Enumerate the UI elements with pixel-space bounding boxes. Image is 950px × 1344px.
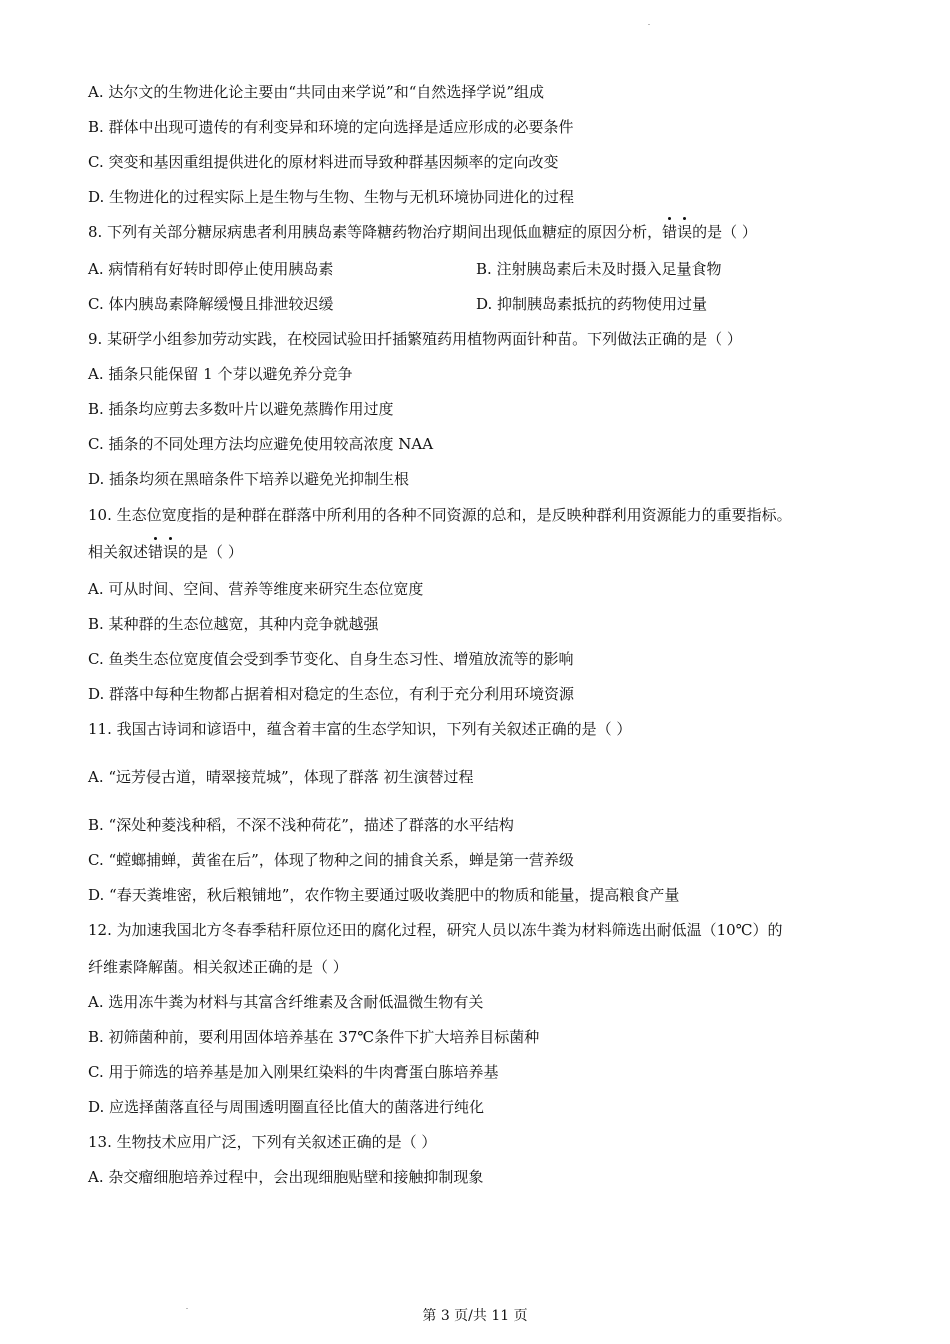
q11-option-c: C. “螳螂捕蝉，黄雀在后”，体现了物种之间的捕食关系，蝉是第一营养级 (88, 851, 574, 869)
q10-stem-tail: 的是（ ） (178, 543, 243, 561)
q10-stem-line1: 10. 生态位宽度指的是种群在群落中所利用的各种不同资源的总和，是反映种群利用资源能力的重要指标。 (88, 506, 792, 524)
q13-option-a: A. 杂交瘤细胞培养过程中，会出现细胞贴壁和接触抑制现象 (88, 1168, 484, 1186)
q9-option-c: C. 插条的不同处理方法均应避免使用较高浓度 NAA (88, 435, 434, 453)
q12-option-d: D. 应选择菌落直径与周围透明圈直径比值大的菌落进行纯化 (88, 1098, 485, 1116)
q10-option-c: C. 鱼类生态位宽度值会受到季节变化、自身生态习性、增殖放流等的影响 (88, 650, 574, 668)
q8-stem (88, 222, 757, 242)
q8-stem-text: 8. 下列有关部分糖尿病患者利用胰岛素等降糖药物治疗期间出现低血糖症的原因分析， (88, 223, 663, 241)
q8-emphasis-char: 误 (677, 223, 693, 241)
q12-option-b: B. 初筛菌种前，要利用固体培养基在 37℃条件下扩大培养目标菌种 (88, 1028, 540, 1046)
q8-stem-tail: 的是（ ） (692, 223, 757, 241)
q10-emphasis-char: 误 (163, 543, 179, 561)
page-number: 第 3 页/共 11 页 (422, 1308, 528, 1324)
q10-option-d: D. 群落中每种生物都占据着相对稳定的生态位，有利于充分利用环境资源 (88, 685, 575, 703)
q9-stem: 9. 某研学小组参加劳动实践，在校园试验田扦插繁殖药用植物两面针种苗。下列做法正确的是（ ） (88, 330, 742, 348)
q7-option-a: A. 达尔文的生物进化论主要由“共同由来学说”和“自然选择学说”组成 (88, 83, 545, 101)
scan-speck (648, 24, 650, 25)
q13-stem: 13. 生物技术应用广泛，下列有关叙述正确的是（ ） (88, 1133, 437, 1151)
q12-option-c: C. 用于筛选的培养基是加入刚果红染料的牛肉膏蛋白胨培养基 (88, 1063, 499, 1081)
q7-option-d: D. 生物进化的过程实际上是生物与生物、生物与无机环境协同进化的过程 (88, 188, 575, 206)
q9-option-d: D. 插条均须在黑暗条件下培养以避免光抑制生根 (88, 470, 410, 488)
q9-option-a: A. 插条只能保留 1 个芽以避免养分竞争 (88, 365, 353, 383)
q10-stem-line2 (88, 542, 243, 562)
q9-option-b: B. 插条均应剪去多数叶片以避免蒸腾作用过度 (88, 400, 394, 418)
q10-stem-text: 相关叙述 (88, 543, 149, 561)
q8-option-c: C. 体内胰岛素降解缓慢且排泄较迟缓 (88, 295, 334, 313)
q7-option-b: B. 群体中出现可遗传的有利变异和环境的定向选择是适应形成的必要条件 (88, 118, 574, 136)
q11-option-d: D. “春天粪堆密，秋后粮铺地”，农作物主要通过吸收粪肥中的物质和能量，提高粮食产量 (88, 886, 680, 904)
q11-stem: 11. 我国古诗词和谚语中，蕴含着丰富的生态学知识，下列有关叙述正确的是（ ） (88, 720, 632, 738)
q12-stem-line1: 12. 为加速我国北方冬春季秸秆原位还田的腐化过程，研究人员以冻牛粪为材料筛选出耐低温（10℃）的 (88, 921, 783, 939)
q12-option-a: A. 选用冻牛粪为材料与其富含纤维素及含耐低温微生物有关 (88, 993, 484, 1011)
q8-option-d: D. 抑制胰岛素抵抗的药物使用过量 (476, 295, 708, 313)
q8-emphasis-char: 错 (662, 223, 678, 241)
q8-option-a: A. 病情稍有好转时即停止使用胰岛素 (88, 260, 334, 278)
q8-option-b: B. 注射胰岛素后未及时摄入足量食物 (476, 260, 722, 278)
q10-option-a: A. 可从时间、空间、营养等维度来研究生态位宽度 (88, 580, 424, 598)
q12-stem-line2: 纤维素降解菌。相关叙述正确的是（ ） (88, 958, 348, 976)
q11-option-a: A. “远芳侵古道，晴翠接荒城”，体现了群落 初生演替过程 (88, 768, 474, 786)
q11-option-b: B. “深处种菱浅种稻，不深不浅种荷花”，描述了群落的水平结构 (88, 816, 514, 834)
q10-option-b: B. 某种群的生态位越宽，其种内竞争就越强 (88, 615, 379, 633)
q10-emphasis-char: 错 (148, 543, 164, 561)
q7-option-c: C. 突变和基因重组提供进化的原材料进而导致种群基因频率的定向改变 (88, 153, 559, 171)
